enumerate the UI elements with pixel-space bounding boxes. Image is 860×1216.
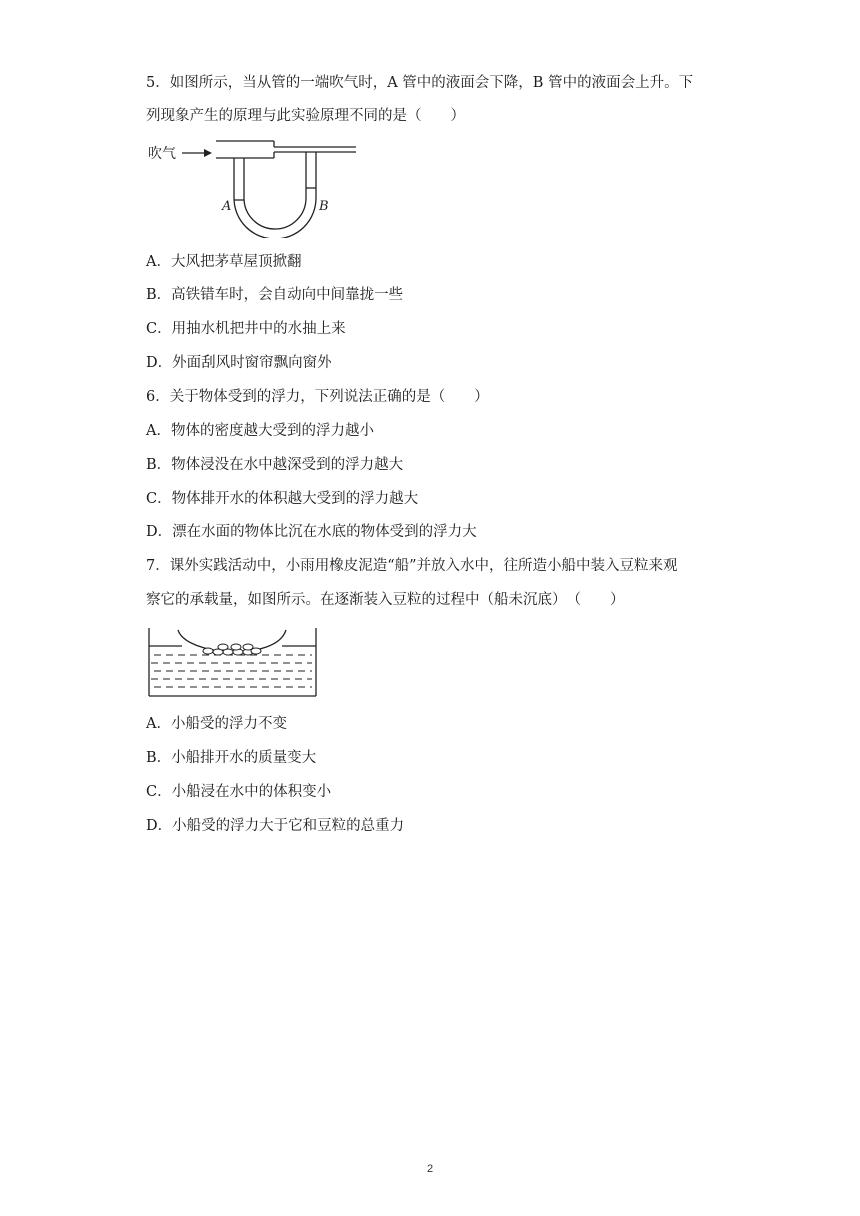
q6-option-a: A．物体的密度越大受到的浮力越小 [146, 423, 374, 439]
q6-option-d: D．漂在水面的物体比沉在水底的物体受到的浮力大 [146, 524, 477, 540]
q5-option-c: C．用抽水机把井中的水抽上来 [146, 321, 346, 337]
q5-stem-line1: 5．如图所示，当从管的一端吹气时，A 管中的液面会下降，B 管中的液面会上升。下 [146, 75, 694, 91]
q5-option-a: A．大风把茅草屋顶掀翻 [146, 254, 302, 270]
q7-option-d: D．小船受的浮力大于它和豆粒的总重力 [146, 818, 405, 834]
tube-b-label: B [319, 199, 329, 214]
u-tube-diagram [146, 138, 361, 238]
q5-option-d: D．外面刮风时窗帘飘向窗外 [146, 355, 332, 371]
q5-figure-u-tube [146, 138, 361, 238]
q7-option-b: B．小船排开水的质量变大 [146, 750, 317, 766]
page-number: 2 [426, 1163, 434, 1175]
q6-option-c: C．物体排开水的体积越大受到的浮力越大 [146, 491, 419, 507]
q7-stem-line2: 察它的承载量，如图所示。在逐渐装入豆粒的过程中（船未沉底） （ ） [146, 592, 625, 608]
q6-option-b: B．物体浸没在水中越深受到的浮力越大 [146, 457, 404, 473]
blow-label: 吹气 [148, 146, 176, 162]
q5-option-b: B．高铁错车时，会自动向中间靠拢一些 [146, 287, 404, 303]
q6-stem: 6．关于物体受到的浮力，下列说法正确的是（ ） [146, 389, 489, 405]
q5-stem-line2: 列现象产生的原理与此实验原理不同的是（ ） [146, 108, 465, 124]
q7-figure-boat-in-water [146, 626, 321, 700]
boat-diagram [146, 626, 321, 700]
tube-a-label: A [222, 199, 232, 214]
q7-option-c: C．小船浸在水中的体积变小 [146, 784, 332, 800]
q7-option-a: A．小船受的浮力不变 [146, 716, 287, 732]
q7-stem-line1: 7．课外实践活动中，小雨用橡皮泥造“船”并放入水中，往所造小船中装入豆粒来观 [146, 558, 678, 574]
